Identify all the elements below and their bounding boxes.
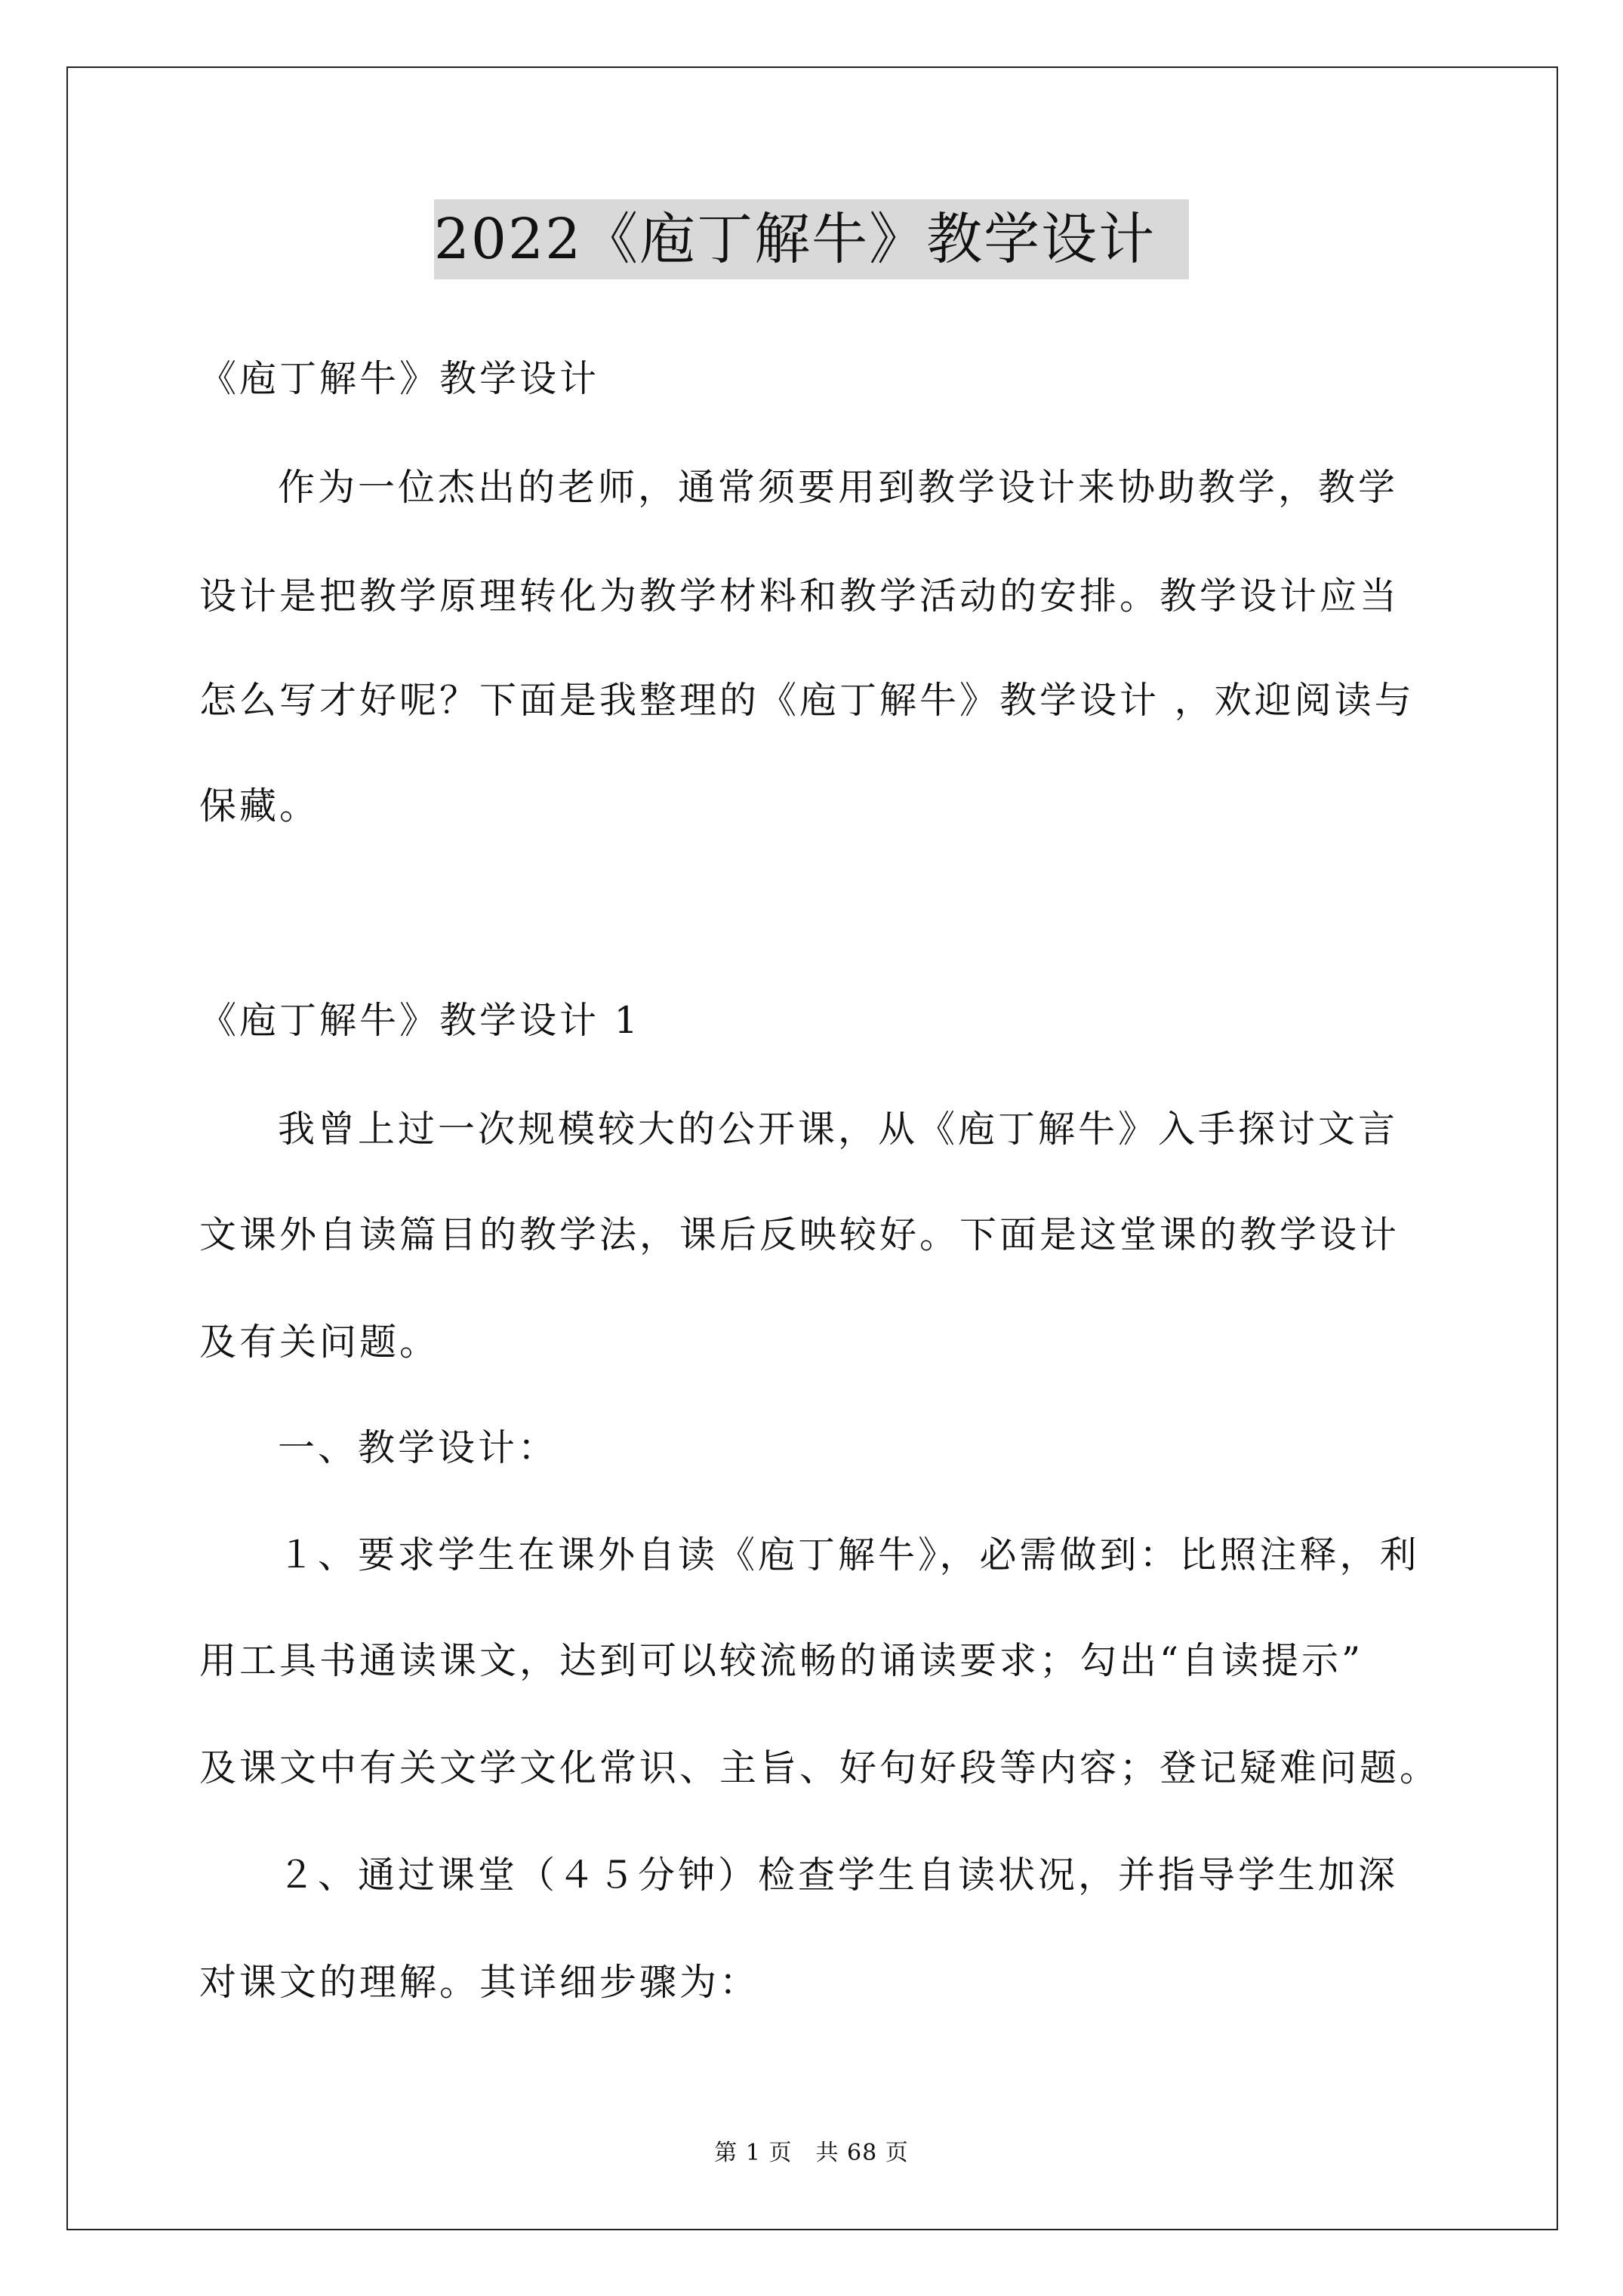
list-heading: 一、教学设计：: [278, 1426, 559, 1469]
paragraph-line: 保藏。: [199, 784, 320, 827]
paragraph-line: 我曾上过一次规模较大的公开课，从《庖丁解牛》入手探讨文言: [278, 1108, 1399, 1151]
paragraph-line: １、要求学生在课外自读《庖丁解牛》，必需做到：比照注释，利: [278, 1533, 1420, 1576]
paragraph-line: 及课文中有关文学文化常识、主旨、好句好段等内容；登记疑难问题。: [199, 1746, 1440, 1789]
paragraph-line: 怎么写才好呢？下面是我整理的《庖丁解牛》教学设计 ，欢迎阅读与: [199, 679, 1415, 722]
paragraph-line: ２、通过课堂（４５分钟）检查学生自读状况，并指导学生加深: [278, 1854, 1399, 1897]
paragraph-line: 作为一位杰出的老师，通常须要用到教学设计来协助教学，教学: [278, 466, 1399, 509]
section-heading: 《庖丁解牛》教学设计 1: [199, 999, 641, 1042]
title-container: [0, 199, 1623, 279]
paragraph-line: 文课外自读篇目的教学法，课后反映较好。下面是这堂课的教学设计: [199, 1213, 1400, 1256]
paragraph-line: 对课文的理解。其详细步骤为：: [199, 1961, 760, 2004]
paragraph-line: 设计是把教学原理转化为教学材料和教学活动的安排。教学设计应当: [199, 575, 1400, 618]
section-heading: 《庖丁解牛》教学设计: [199, 357, 600, 400]
document-title: 2022《庖丁解牛》教学设计: [434, 199, 1189, 279]
page-footer: 第 1 页 共 68 页: [714, 2140, 909, 2166]
paragraph-line: 用工具书通读课文，达到可以较流畅的诵读要求；勾出“自读提示”: [199, 1639, 1364, 1682]
paragraph-line: 及有关问题。: [199, 1321, 440, 1364]
